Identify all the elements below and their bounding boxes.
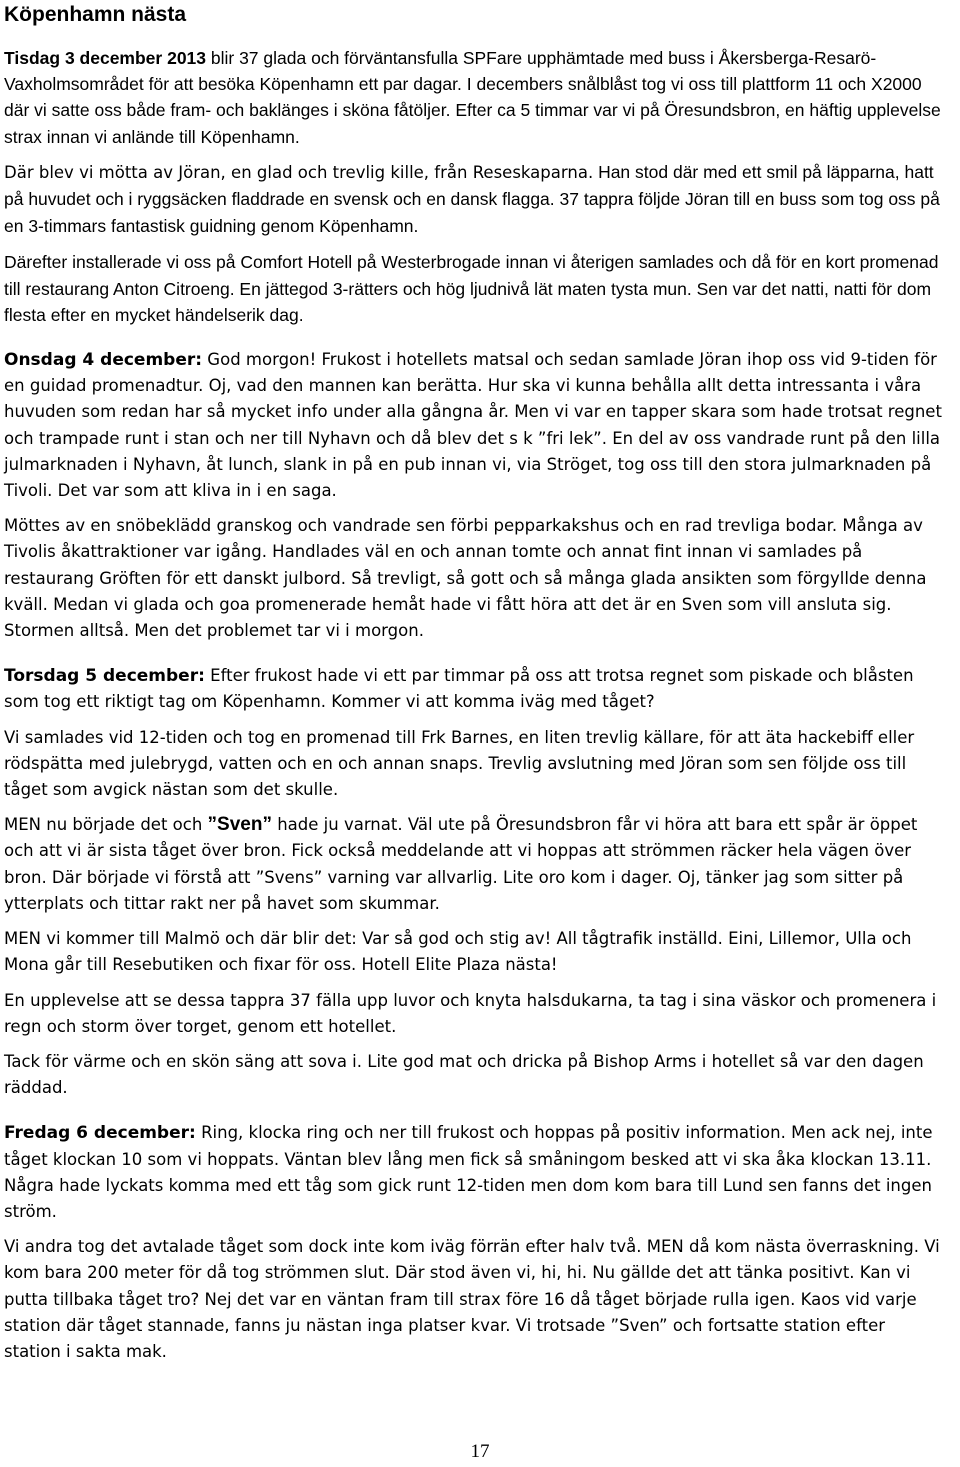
thursday-heading: Torsdag 5 december: — [4, 666, 205, 687]
paragraph-thanks: Tack för värme och en skön säng att sova i. Lite god mat och dricka på Bishop Arms i hotellet så var den dagen räddad. — [4, 1051, 924, 1098]
paragraph-thursday — [4, 663, 944, 715]
paragraph-sven — [4, 812, 944, 917]
paragraph-joran — [4, 159, 944, 241]
tuesday-intro-text: blir 37 glada och förväntansfulla SPFare upphämtade med buss i Åkersberga-Resarö-Vaxholmsområdet för att besöka Köpenhamn ett par dagar. I decembers snålblåst tog vi oss till plattform 11 och X2000 där vi satte oss både fram- och baklänges i sköna fåtöljer. Efter ca 5 timmar var vi på Öresundsbron, en häftig upplevelse strax innan vi anlände till Köpenhamn. — [4, 48, 941, 147]
wednesday-text: God morgon! Frukost i hotellets matsal och sedan samlade Jöran ihop oss vid 9-tiden för en guidad promenadtur. Oj, vad den mannen kan berätta. Hur ska vi kunna behålla allt detta intressanta i våra huvuden som redan har så mycket info under alla gångna år. Men vi var en tapper skara som hade trotsat regnet och trampade runt i stan och ner till Nyhavn och då blev det s k ”fri lek”. En del av oss vandrade runt på den lilla julmarknaden i Nyhavn, åt lunch, slank in på en pub innan vi, via Ströget, tog oss till den stora julmarknaden på Tivoli. Det var som att kliva in i en saga. — [4, 350, 942, 501]
sven-text-pre: MEN nu började det och — [4, 815, 208, 835]
wednesday-heading: Onsdag 4 december: — [4, 350, 203, 371]
friday-text: Ring, klocka ring och ner till frukost och hoppas på positiv information. Men ack nej, inte tåget klockan 10 som vi hoppats. Väntan blev lång men fick så småningom besked att vi ska åka klockan 13.11. Några hade lyckats komma med ett tåg som gick runt 12-tiden men dom kom bara till Lund sen fanns det ingen ström. — [4, 1123, 933, 1221]
paragraph-tivoli: Möttes av en snöbeklädd granskog och vandrade sen förbi pepparkakshus och en rad trevliga bodar. Många av Tivolis åkattraktioner var igång. Handlades väl en och annan tomte och annat fint innan vi samlades på restaurang Gröften för ett danskt julbord. Så trevligt, så gott och så många glada ansikten som förgyllde denna kväll. Medan vi glada och goa promenerade hemåt hade vi fått höra att det är en Sven som vill ansluta sig. Stormen alltså. Men det problemet tar vi i morgon. — [4, 516, 927, 641]
paragraph-wednesday — [4, 347, 944, 504]
thursday-text: Efter frukost hade vi ett par timmar på oss att trotsa regnet som piskade och blåsten som tog ett riktigt tag om Köpenhamn. Kommer vi att komma iväg med tåget? — [4, 666, 914, 712]
paragraph-friday — [4, 1120, 944, 1225]
paragraph-experience: En upplevelse att se dessa tappra 37 fälla upp luvor och knyta halsdukarna, ta tag i sina väskor och promenera i regn och storm över torget, genom ett hotellet. — [4, 990, 937, 1036]
paragraph-train: Vi andra tog det avtalade tåget som dock inte kom iväg förrän efter halv två. MEN då kom nästa överraskning. Vi kom bara 200 meter för då tog strömmen slut. Där stod även vi, hi, hi. Nu gällde det att tänka positivt. Kan vi putta tillbaka tåget tro? Nej det var en väntan fram till strax före 16 då tåget började rulla igen. Kaos vid varje station där tåget stannade, fanns ju nästan inga platser kvar. Vi trotsade ”Sven” och fortsatte station efter station i sakta mak. — [4, 1237, 940, 1361]
tuesday-heading: Tisdag 3 december 2013 — [4, 48, 207, 68]
friday-heading: Fredag 6 december: — [4, 1123, 196, 1144]
paragraph-hotel: Därefter installerade vi oss på Comfort Hotell på Westerbrogade innan vi återigen samlades och då för en kort promenad till restaurang Anton Citroeng. En jättegod 3-rätters och hög ljudnivå lät maten tysta mun. Sen var det natti, natti för dom flesta efter en mycket händelserik dag. — [4, 252, 939, 325]
page-title: Köpenhamn nästa — [4, 3, 187, 26]
joran-text-b: Han stod där med ett smil på läpparna, hatt på huvudet och i ryggsäcken fladdrade en svensk och en dansk flagga. — [4, 161, 934, 210]
sven-text-post: hade ju varnat. Väl ute på Öresundsbron får vi höra att bara ett spår är öppet och att vi är sista tåget över bron. Fick också meddelande att vi hoppas att strömmen räcker hela vägen över bron. Där började vi förstå att ”Svens” varning var allvarlig. Lite oro kom i dager. Oj, tänker jag som sitter på ytterplats och tittar rakt ner på havet som skummar. — [4, 815, 918, 913]
paragraph-frk-barnes: Vi samlades vid 12-tiden och tog en promenad till Frk Barnes, en liten trevlig källare, för att äta hackebiff eller rödspätta med julebrygd, vatten och en och annan snaps. Trevlig avslutning med Jöran som sen följde oss till tåget som avgick nästan som det skulle. — [4, 727, 915, 800]
paragraph-tuesday-intro — [4, 45, 944, 150]
page-number: 17 — [470, 1441, 490, 1462]
joran-text-c: 37 tappra följde Jöran till en buss som tog oss på en 3-timmars fantastisk guidning genom Köpenhamn. — [4, 189, 940, 237]
joran-text-a: Där blev vi mötta av Jöran, en glad och trevlig kille, från Reseskaparna. — [4, 162, 594, 182]
paragraph-malmo: MEN vi kommer till Malmö och där blir det: Var så god och stig av! All tågtrafik inställd. Eini, Lillemor, Ulla och Mona går till Resebutiken och fixar för oss. Hotell Elite Plaza nästa! — [4, 929, 912, 975]
sven-name: ”Sven” — [207, 814, 272, 836]
